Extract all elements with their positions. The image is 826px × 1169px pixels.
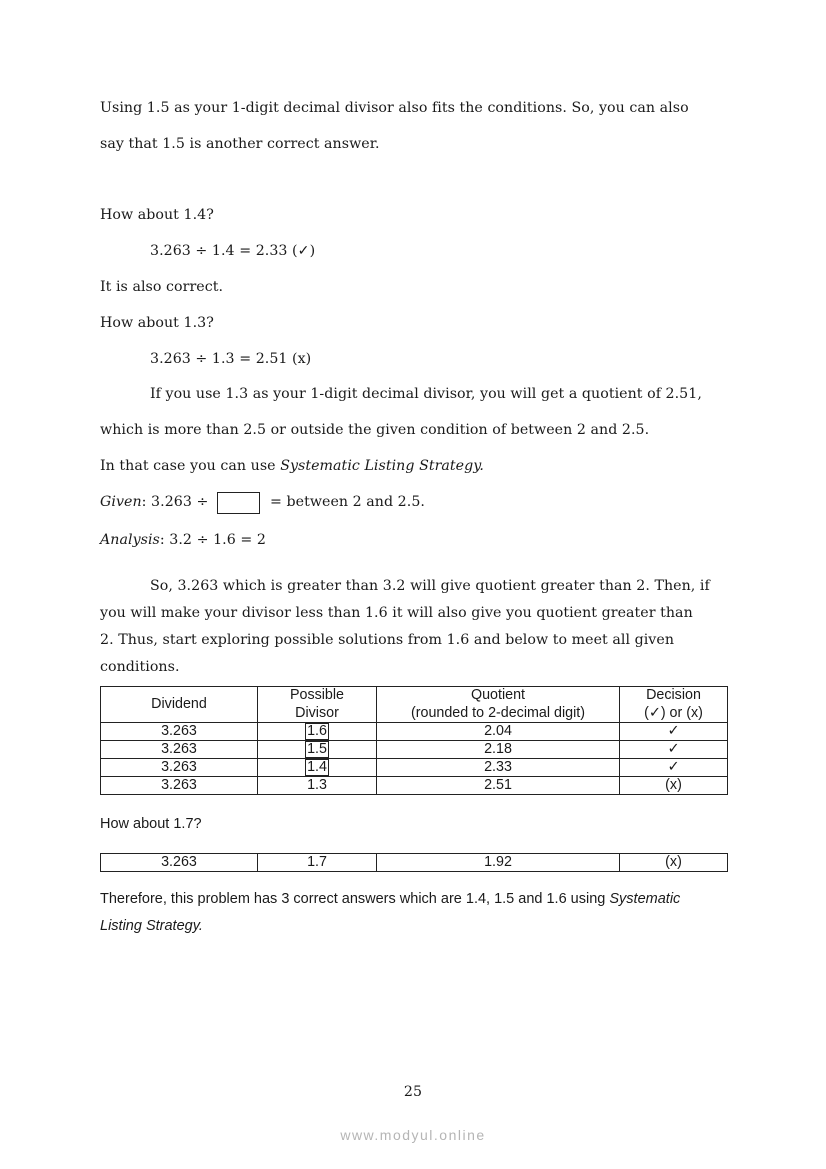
strategy-name: Systematic — [609, 891, 681, 907]
cell-decision: ✓ — [620, 759, 728, 777]
cell-dividend: 3.263 — [101, 759, 258, 777]
header-decision — [620, 687, 728, 723]
watermark: www.modyul.online — [340, 1127, 486, 1143]
conclusion-text: Therefore, this problem has 3 correct answers which are 1.4, 1.5 and 1.6 using — [100, 891, 610, 907]
given-line-right: = between 2 and 2.5. — [270, 494, 425, 510]
cell-quotient: 2.51 — [377, 777, 620, 795]
table-row — [101, 759, 728, 777]
equation-1-4: 3.263 ÷ 1.4 = 2.33 (✓) — [150, 243, 316, 259]
given-line-left — [100, 494, 208, 510]
cell-dividend: 3.263 — [101, 723, 258, 741]
question-1-3: How about 1.3? — [100, 315, 214, 331]
header-dividend: Dividend — [101, 687, 258, 723]
header-text: (✓) or (x) — [644, 704, 703, 721]
paragraph-line: Using 1.5 as your 1-digit decimal divisor also fits the conditions. So, you can also — [100, 100, 689, 116]
equation-1-3: 3.263 ÷ 1.3 = 2.51 (x) — [150, 351, 312, 367]
cell-divisor — [258, 723, 377, 741]
cell-quotient: 2.18 — [377, 741, 620, 759]
cell-decision: (x) — [620, 777, 728, 795]
given-label: Given — [100, 494, 142, 510]
cell-divisor: 1.3 — [258, 777, 377, 795]
paragraph-line: It is also correct. — [100, 279, 224, 295]
table-row — [101, 723, 728, 741]
cell-divisor: 1.7 — [258, 854, 377, 872]
paragraph-line: 2. Thus, start exploring possible solutions from 1.6 and below to meet all given — [100, 632, 675, 648]
extra-check-table — [100, 853, 727, 872]
conclusion-line — [100, 918, 203, 934]
header-text: Possible — [289, 687, 345, 703]
paragraph-line: conditions. — [100, 659, 180, 675]
question-1-4: How about 1.4? — [100, 207, 214, 223]
header-text: Decision — [646, 687, 701, 703]
strategy-name: Listing Strategy. — [100, 918, 203, 934]
boxed-divisor: 1.6 — [307, 723, 327, 739]
blank-answer-box — [217, 492, 260, 514]
table-row — [101, 741, 728, 759]
table-row — [101, 777, 728, 795]
conclusion-line — [100, 891, 680, 907]
cell-dividend: 3.263 — [101, 777, 258, 795]
paragraph-text: In that case you can use — [100, 458, 281, 474]
cell-decision: ✓ — [620, 723, 728, 741]
strategy-name: Systematic Listing Strategy. — [280, 458, 484, 474]
header-divisor — [258, 687, 377, 723]
header-quotient — [377, 687, 620, 723]
cell-decision: (x) — [620, 854, 728, 872]
paragraph-line — [100, 458, 484, 474]
table-header-row — [101, 687, 728, 723]
analysis-expression: : 3.2 ÷ 1.6 = 2 — [159, 532, 266, 548]
page-number: 25 — [403, 1084, 423, 1100]
systematic-listing-table — [100, 686, 727, 795]
cell-quotient: 2.04 — [377, 723, 620, 741]
boxed-divisor: 1.4 — [307, 759, 327, 775]
cell-decision: ✓ — [620, 741, 728, 759]
boxed-divisor: 1.5 — [307, 741, 327, 757]
analysis-label: Analysis — [100, 532, 160, 548]
analysis-line — [100, 532, 266, 548]
cell-divisor — [258, 759, 377, 777]
paragraph-line: If you use 1.3 as your 1-digit decimal divisor, you will get a quotient of 2.51, — [150, 386, 702, 402]
cell-quotient: 2.33 — [377, 759, 620, 777]
cell-quotient: 1.92 — [377, 854, 620, 872]
cell-dividend: 3.263 — [101, 854, 258, 872]
header-text: Divisor — [295, 704, 339, 721]
paragraph-line: you will make your divisor less than 1.6 it will also give you quotient greater than — [100, 605, 693, 621]
paragraph-line: which is more than 2.5 or outside the given condition of between 2 and 2.5. — [100, 422, 650, 438]
table-row — [101, 854, 728, 872]
cell-divisor — [258, 741, 377, 759]
header-text: (rounded to 2-decimal digit) — [410, 704, 586, 721]
paragraph-line: say that 1.5 is another correct answer. — [100, 136, 380, 152]
given-expression: : 3.263 ÷ — [141, 494, 209, 510]
cell-dividend: 3.263 — [101, 741, 258, 759]
header-text: Quotient — [470, 687, 526, 703]
paragraph-line: So, 3.263 which is greater than 3.2 will give quotient greater than 2. Then, if — [150, 578, 710, 594]
question-1-7: How about 1.7? — [100, 816, 202, 832]
